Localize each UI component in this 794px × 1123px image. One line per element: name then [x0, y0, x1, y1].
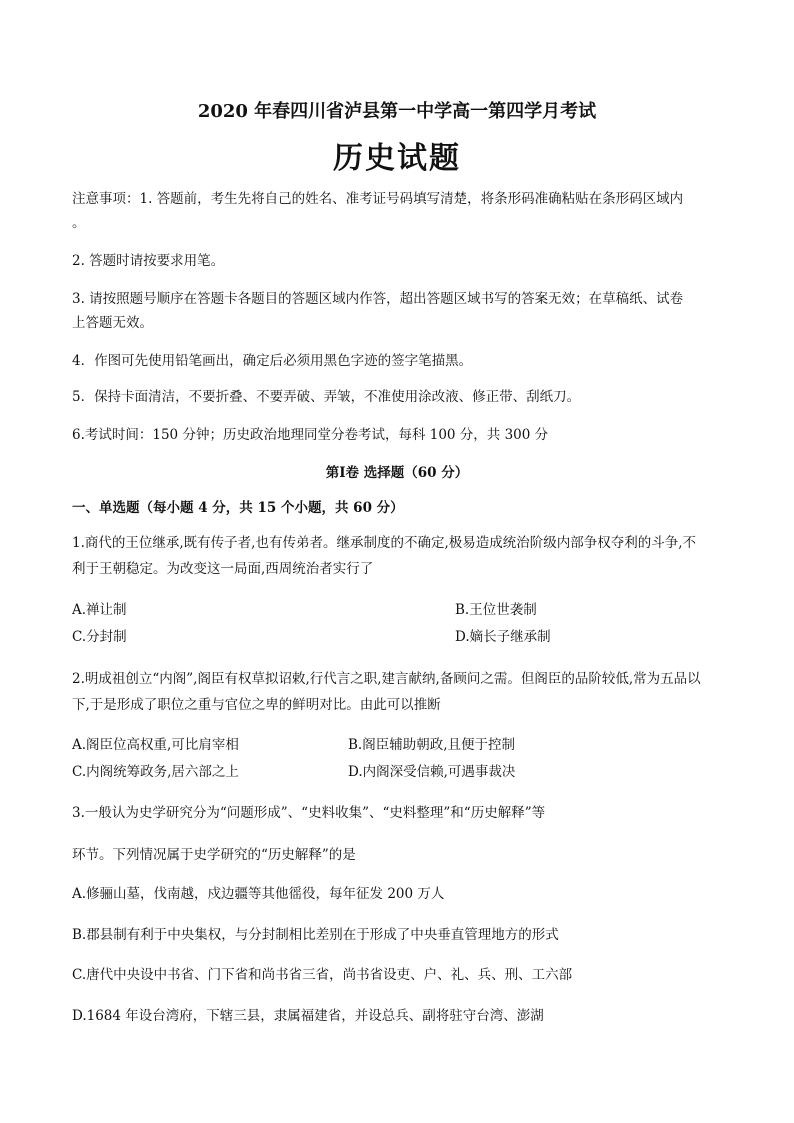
question-3-line-1: 3.一般认为史学研究分为“问题形成”、“史料收集”、“史料整理”和“历史解释”等	[72, 805, 546, 821]
question-1-line-1: 1.商代的王位继承,既有传子者,也有传弟者。继承制度的不确定,极易造成统治阶级内部争权夺利的斗争,不	[72, 535, 697, 551]
question-3-option-c: C.唐代中央设中书省、门下省和尚书省三省，尚书省设吏、户、礼、兵、刑、工六部	[72, 967, 573, 983]
question-1-line-2: 利于王朝稳定。为改变这一局面,西周统治者实行了	[72, 561, 374, 577]
note-2: 2. 答题时请按要求用笔。	[72, 253, 225, 269]
question-1-option-c: C.分封制	[72, 629, 127, 645]
note-5: 5．保持卡面清洁，不要折叠、不要弄破、弄皱，不准使用涂改液、修正带、刮纸刀。	[72, 389, 581, 405]
question-2-option-a: A.阁臣位高权重,可比肩宰相	[72, 737, 239, 753]
subject-title: 历史试题	[333, 141, 461, 176]
question-3-option-d: D.1684 年设台湾府，下辖三县，隶属福建省，并设总兵、副将驻守台湾、澎湖	[72, 1008, 544, 1024]
note-1-cont: 。	[72, 215, 86, 231]
section-title: 第Ⅰ卷 选择题（60 分）	[325, 465, 469, 481]
question-1-option-a: A.禅让制	[72, 602, 127, 618]
question-2-option-c: C.内阁统筹政务,居六部之上	[72, 764, 239, 780]
question-1-option-b: B.王位世袭制	[455, 602, 537, 618]
note-4: 4．作图可先使用铅笔画出，确定后必须用黑色字迹的签字笔描黑。	[72, 353, 473, 369]
question-3-line-2: 环节。下列情况属于史学研究的“历史解释”的是	[72, 847, 356, 863]
question-1-option-d: D.嫡长子继承制	[455, 629, 551, 645]
exam-title: 2020 年春四川省泸县第一中学高一第四学月考试	[197, 101, 597, 122]
question-3-option-b: B.郡县制有利于中央集权，与分封制相比差别在于形成了中央垂直管理地方的形式	[72, 927, 559, 943]
question-2-option-b: B.阁臣辅助朝政,且便于控制	[348, 737, 516, 753]
note-6: 6.考试时间：150 分钟；历史政治地理同堂分卷考试，每科 100 分，共 300 分	[72, 427, 549, 443]
question-2-line-2: 下,于是形成了职位之重与官位之卑的鲜明对比。由此可以推断	[72, 697, 441, 713]
note-3-cont: 上答题无效。	[72, 315, 153, 331]
question-2-line-1: 2.明成祖创立“内阁”,阁臣有权草拟诏敕,行代言之职,建言献纳,备顾问之需。但阁臣的品阶较低,常为五品以	[72, 671, 701, 687]
question-2-option-d: D.内阁深受信赖,可遇事裁决	[348, 764, 516, 780]
question-3-option-a: A.修骊山墓，伐南越，戍边疆等其他徭役，每年征发 200 万人	[72, 886, 445, 902]
part-heading: 一、单选题（每小题 4 分，共 15 个小题，共 60 分）	[72, 500, 404, 516]
note-1: 注意事项：1. 答题前，考生先将自己的姓名、准考证号码填写清楚，将条形码准确粘贴在条形码区域内	[72, 191, 684, 207]
note-3: 3. 请按照题号顺序在答题卡各题目的答题区域内作答，超出答题区域书写的答案无效；在草稿纸、试卷	[72, 291, 684, 307]
